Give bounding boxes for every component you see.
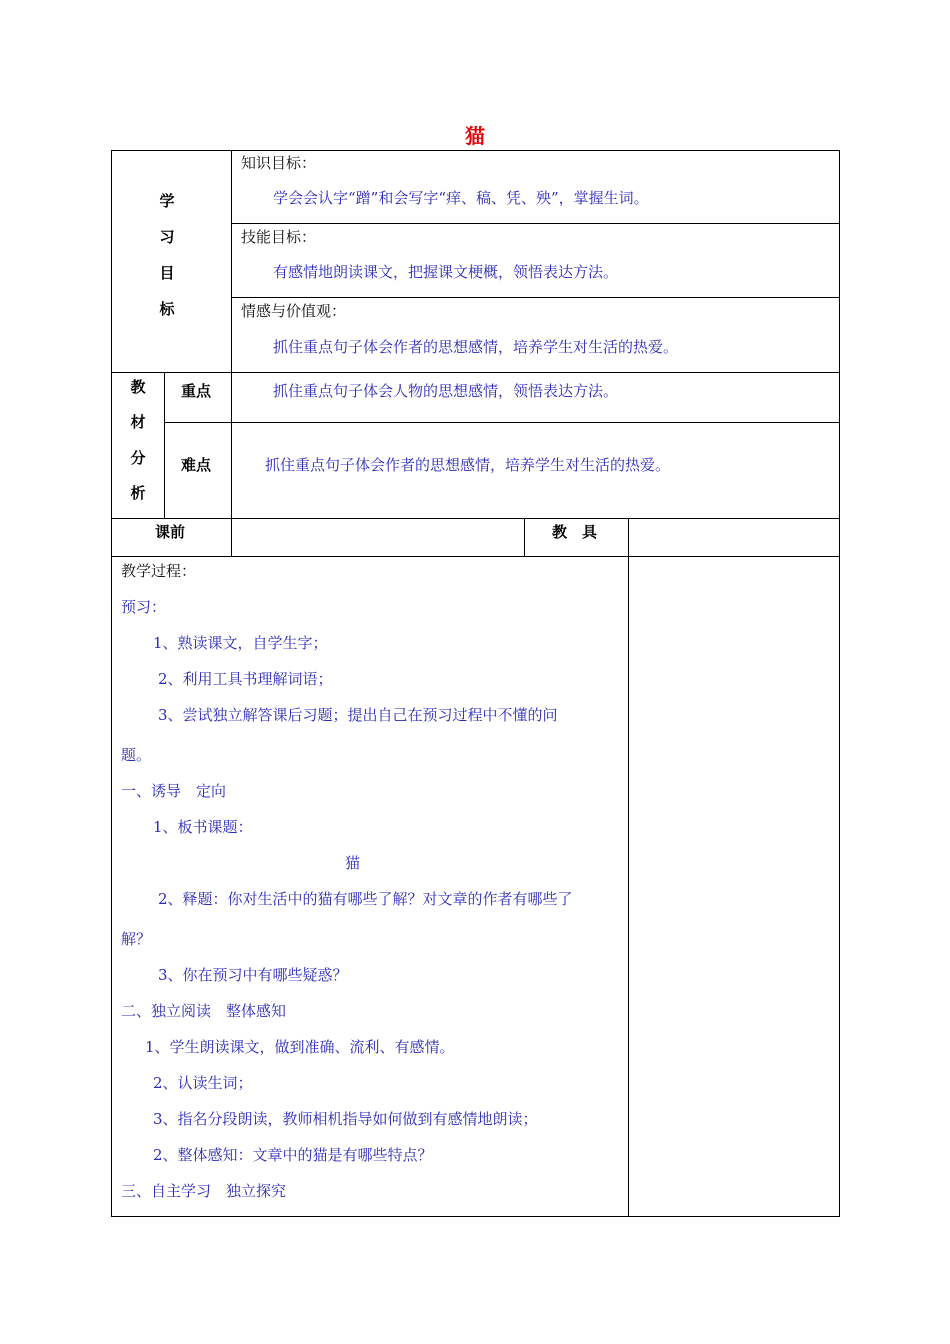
row-divider bbox=[164, 422, 840, 423]
section-step: 3、指名分段朗读，教师相机指导如何做到有感情地朗读； bbox=[153, 1110, 538, 1128]
objectives-header-char: 目 bbox=[159, 264, 175, 282]
skill-label: 技能目标： bbox=[241, 228, 317, 246]
column-divider bbox=[164, 372, 165, 519]
board-title: 猫 bbox=[345, 854, 361, 872]
section-heading: 三、自主学习 独立探究 bbox=[121, 1182, 287, 1200]
knowledge-text: 学会会认字“蹭”和会写字“痒、稿、凭、殃”，掌握生词。 bbox=[273, 189, 649, 207]
preview-heading: 预习： bbox=[121, 598, 167, 616]
key-point-text: 抓住重点句子体会人物的思想感情，领悟表达方法。 bbox=[273, 382, 619, 400]
row-divider bbox=[111, 556, 840, 557]
section-step: 1、板书课题： bbox=[153, 818, 253, 836]
section-step: 2、整体感知：文章中的猫是有哪些特点？ bbox=[153, 1146, 433, 1164]
process-heading: 教学过程： bbox=[121, 562, 197, 580]
analysis-header-char: 教 bbox=[130, 378, 146, 396]
preview-step: 2、利用工具书理解词语； bbox=[158, 670, 333, 688]
key-point-label: 重点 bbox=[181, 382, 212, 400]
difficulty-text: 抓住重点句子体会作者的思想感情，培养学生对生活的热爱。 bbox=[265, 456, 671, 474]
knowledge-label: 知识目标： bbox=[241, 154, 317, 172]
table-border-bottom bbox=[111, 1216, 840, 1217]
row-divider bbox=[231, 223, 840, 224]
preview-step-continued: 题。 bbox=[121, 746, 152, 764]
section-heading: 一、诱导 定向 bbox=[121, 782, 227, 800]
column-divider bbox=[524, 518, 525, 557]
skill-text: 有感情地朗读课文，把握课文梗概，领悟表达方法。 bbox=[273, 263, 619, 281]
analysis-header-char: 材 bbox=[130, 413, 146, 431]
emotion-label: 情感与价值观： bbox=[241, 302, 347, 320]
table-border-left bbox=[111, 150, 112, 1217]
emotion-text: 抓住重点句子体会作者的思想感情，培养学生对生活的热爱。 bbox=[273, 338, 679, 356]
objectives-header-char: 习 bbox=[159, 228, 175, 246]
preview-step: 1、熟读课文，自学生字； bbox=[153, 634, 328, 652]
objectives-header-char: 标 bbox=[159, 300, 175, 318]
table-border-right bbox=[839, 150, 840, 1217]
section-step: 2、认读生词； bbox=[153, 1074, 253, 1092]
page-title: 猫 bbox=[465, 124, 485, 148]
section-step: 2、释题：你对生活中的猫有哪些了解？对文章的作者有哪些了 bbox=[158, 890, 573, 908]
analysis-header-char: 分 bbox=[130, 449, 146, 467]
section-step: 1、学生朗读课文，做到准确、流利、有感情。 bbox=[145, 1038, 455, 1056]
pre-class-label: 课前 bbox=[155, 523, 186, 541]
section-step-continued: 解？ bbox=[121, 930, 152, 948]
section-step: 3、你在预习中有哪些疑惑？ bbox=[158, 966, 348, 984]
analysis-header-char: 析 bbox=[130, 484, 146, 502]
row-divider bbox=[111, 518, 840, 519]
column-divider bbox=[628, 518, 629, 1217]
objectives-header-char: 学 bbox=[159, 192, 175, 210]
table-border-top bbox=[111, 150, 840, 151]
section-heading: 二、独立阅读 整体感知 bbox=[121, 1002, 287, 1020]
teaching-tools-label: 教 具 bbox=[552, 523, 598, 541]
difficulty-label: 难点 bbox=[181, 456, 212, 474]
row-divider bbox=[111, 372, 840, 373]
row-divider bbox=[231, 297, 840, 298]
column-divider bbox=[231, 150, 232, 557]
preview-step: 3、尝试独立解答课后习题；提出自己在预习过程中不懂的问 bbox=[158, 706, 558, 724]
